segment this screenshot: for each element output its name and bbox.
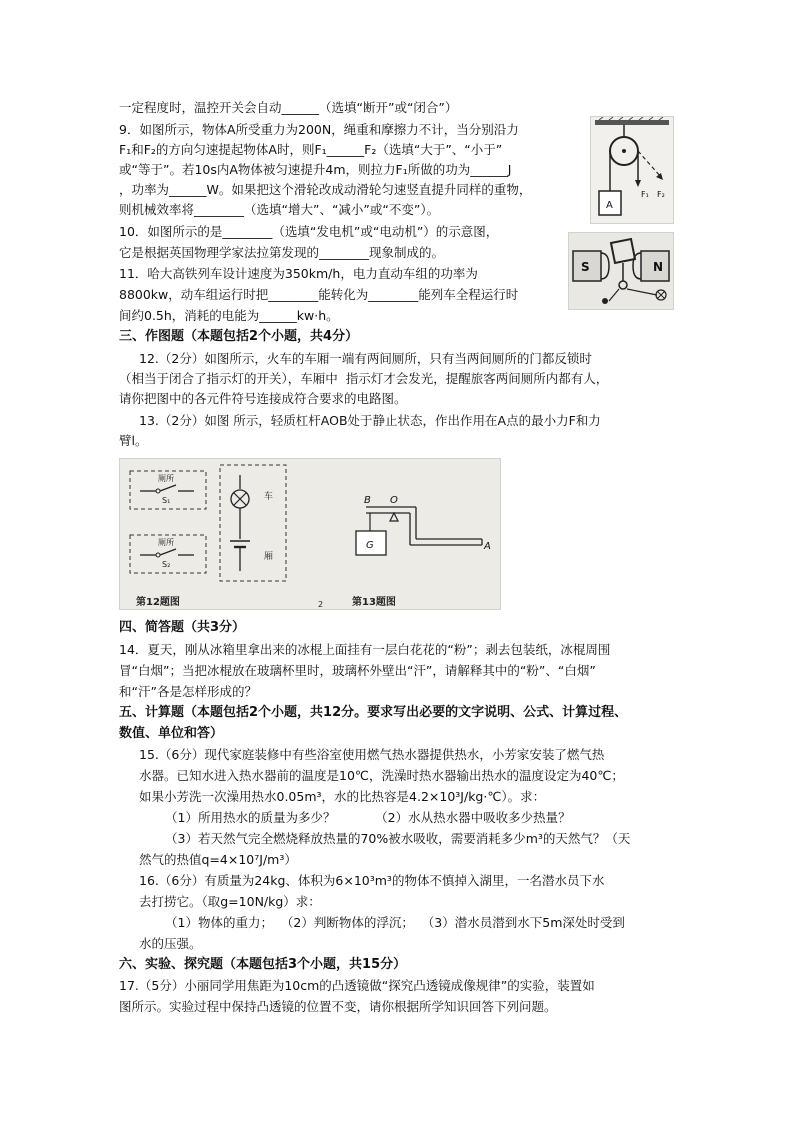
weight-g-label: G bbox=[366, 540, 374, 551]
text-line: 间约0.5h，消耗的电能为______kw·h。 bbox=[119, 308, 339, 323]
object-a-label: A bbox=[606, 200, 613, 211]
section-heading-4: 四、简答题（共3分） bbox=[119, 620, 246, 635]
carriage-label-bottom: 厢 bbox=[264, 552, 274, 562]
text-line: 如果小芳洗一次澡用热水0.05m³，水的比热容是4.2×10³J/kg·℃）。求： bbox=[139, 789, 546, 804]
text-line: 水的压强。 bbox=[139, 936, 202, 951]
text-line: 水器。已知水进入热水器前的温度是10℃，洗澡时热水器输出热水的温度设定为40℃； bbox=[139, 768, 624, 783]
point-a-label: A bbox=[484, 541, 491, 552]
text-line: （1）所用热水的质量为多少？ （2）水从热水器中吸收多少热量？ bbox=[165, 810, 571, 825]
magnet-n-label: N bbox=[653, 260, 664, 274]
text-line: 图所示。实验过程中保持凸透镜的位置不变，请你根据所学知识回答下列问题。 bbox=[119, 999, 557, 1014]
figure-12-caption: 第12题图 bbox=[136, 597, 180, 608]
question-16-line: 16.（6分）有质量为24kg、体积为6×10³m³的物体不慎掉入湖里，一名潜水员下水 bbox=[139, 873, 605, 888]
text-line: 冒“白烟”；当把冰棍放在玻璃杯里时，玻璃杯外壁出“汗”，请解释其中的“粉”、“白烟” bbox=[119, 663, 596, 678]
text-line: 一定程度时，温控开关会自动______（选填“断开”或“闭合”） bbox=[119, 100, 458, 115]
magnet-s-label: S bbox=[581, 260, 590, 274]
carriage-label-top: 车 bbox=[264, 492, 274, 502]
text-line: 则机械效率将________（选填“增大”、“减小”或“不变”）。 bbox=[119, 202, 440, 217]
section-heading-3: 三、作图题（本题包括2个小题，共4分） bbox=[119, 329, 359, 344]
pulley-figure bbox=[590, 116, 674, 224]
text-line: （1）物体的重力； （2）判断物体的浮沉； （3）潜水员潜到水下5m深处时受到 bbox=[165, 915, 625, 930]
question-9-line: 9．如图所示，物体A所受重力为200N，绳重和摩擦力不计，当分别沿力 bbox=[119, 122, 519, 137]
section-heading-5: 五、计算题（本题包括2个小题，共12分。要求写出必要的文字说明、公式、计算过程、 bbox=[119, 705, 628, 720]
section-heading-6: 六、实验、探究题（本题包括3个小题，共15分） bbox=[119, 957, 407, 972]
switch-1-label: 厕所 bbox=[158, 474, 174, 483]
question-13-line: 13.（2分）如图 所示，轻质杠杆AOB处于静止状态，作出作用在A点的最小力F和力 bbox=[139, 413, 601, 428]
text-line: F₁和F₂的方向匀速提起物体A时，则F₁______F₂（选填“大于”、“小于” bbox=[119, 142, 503, 157]
point-b-label: B bbox=[364, 495, 371, 506]
text-line: （3）若天然气完全燃烧释放热量的70%被水吸收，需要消耗多少m³的天然气？（天 bbox=[165, 831, 631, 846]
text-line: ，功率为______W。如果把这个滑轮改成动滑轮匀速竖直提升同样的重物， bbox=[119, 182, 532, 197]
figure-13-caption: 第13题图 bbox=[352, 597, 396, 608]
text-line: 8800kw，动车组运行时把________能转化为________能列车全程运行时 bbox=[119, 287, 519, 302]
force-f1-label: F₁ bbox=[641, 190, 649, 199]
force-f2-label: F₂ bbox=[657, 190, 665, 199]
text-line: （相当于闭合了指示灯的开关），车厢中 指示灯才会发光，提醒旅客两间厕所内都有人， bbox=[119, 371, 609, 386]
switch-1-sub: S₁ bbox=[162, 496, 171, 505]
text-line: 然气的热值q=4×10⁷J/m³） bbox=[139, 852, 297, 867]
question-11-line: 11．哈大高铁列车设计速度为350km/h，电力直动车组的功率为 bbox=[119, 266, 478, 281]
text-line: 或“等于”。若10s内A物体被匀速提升4m，则拉力F₁所做的功为______J bbox=[119, 162, 512, 177]
text-line: 请你把图中的各元件符号连接成符合要求的电路图。 bbox=[119, 391, 407, 406]
motor-figure bbox=[568, 232, 674, 310]
question-14-line: 14．夏天，刚从冰箱里拿出来的冰棍上面挂有一层白花花的“粉”；剥去包装纸，冰棍周围 bbox=[119, 642, 611, 657]
pivot-o-label: O bbox=[390, 495, 398, 506]
section-heading-5-cont: 数值、单位和答） bbox=[119, 726, 224, 741]
text-line: 臂l。 bbox=[119, 433, 148, 448]
question-12-line: 12.（2分）如图所示，火车的车厢一端有两间厕所，只有当两间厕所的门都反锁时 bbox=[139, 351, 592, 366]
question-15-line: 15.（6分）现代家庭装修中有些浴室使用燃气热水器提供热水，小芳家安装了燃气热 bbox=[139, 747, 605, 762]
text-line: 去打捞它。（取g=10N/kg）求： bbox=[139, 894, 321, 909]
circuit-lever-figure bbox=[119, 458, 501, 610]
switch-2-label: 厕所 bbox=[158, 538, 174, 547]
switch-2-sub: S₂ bbox=[162, 560, 171, 569]
page-mark: 2 bbox=[318, 600, 324, 609]
text-line: 和“汗”各是怎样形成的？ bbox=[119, 684, 257, 699]
question-17-line: 17.（5分）小丽同学用焦距为10cm的凸透镜做“探究凸透镜成像规律”的实验，装置如 bbox=[119, 978, 595, 993]
text-line: 它是根据英国物理学家法拉第发现的________现象制成的。 bbox=[119, 245, 445, 260]
question-10-line: 10．如图所示的是________（选填“发电机”或“电动机”）的示意图， bbox=[119, 224, 499, 239]
